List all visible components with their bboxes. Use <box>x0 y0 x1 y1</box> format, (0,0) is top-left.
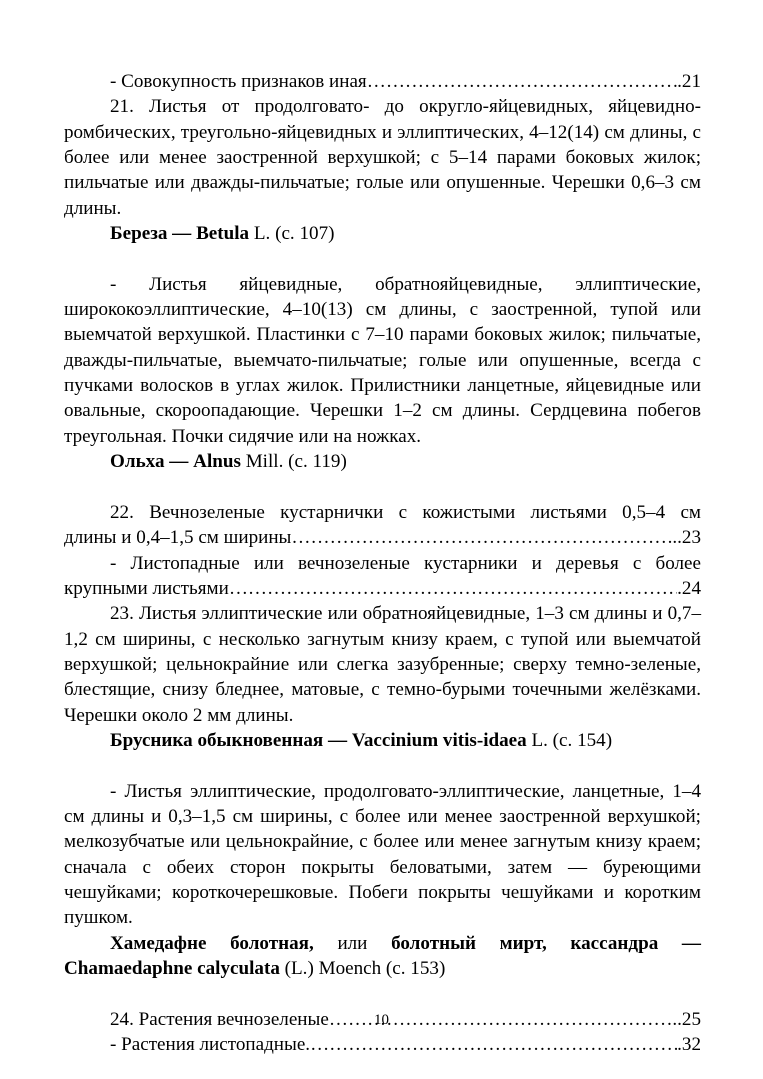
taxon-alnus <box>64 449 701 474</box>
taxon-ru: Ольха — <box>110 451 194 473</box>
taxon-ref: L. (с. 154) <box>526 729 613 751</box>
taxon-ru-alt: болотный мирт, кассандра — <box>391 932 702 954</box>
key-text: - Совокупность признаков иная <box>110 71 367 92</box>
key-paragraph-21b: - Листья яйцевидные, обратнояйцевидные, эллиптические, ширококоэллиптические, 4–10(13) см длины, с заостренной, тупой или выемчатой верхушкой. Пластинки с 7–10 парами боковых жилок; пильчатые, дважды-пильчатые, выемчато-пильчатые; голые или опушенные, всегда с пучками волосков в углах жилок. Прилистники ланцетные, яйцевидные или овальные, скороопадающие. Черешки 1–2 см длины. Сердцевина побегов треугольная. Почки сидячие или на ножках. <box>64 273 701 447</box>
key-paragraph-22b-start: - Листопадные или вечнозеленые кустарники и деревья с более <box>110 552 701 574</box>
taxon-or: или <box>313 932 392 954</box>
key-ref: .32 <box>677 1034 701 1056</box>
taxon-ref: L. (с. 107) <box>249 223 335 245</box>
taxon-ru: Брусника обыкновенная — <box>110 729 352 751</box>
key-text: длины и 0,4–1,5 см ширины <box>64 527 292 549</box>
leader-dots <box>291 525 667 550</box>
spacer <box>64 753 701 778</box>
taxon-chamaedaphne <box>64 931 701 982</box>
leader-dots <box>229 576 677 601</box>
key-ref: ..25 <box>672 1008 701 1030</box>
spacer <box>64 246 701 271</box>
key-text: крупными листьями <box>64 577 229 599</box>
leader-dots <box>367 69 677 94</box>
key-line-22b-end <box>64 576 701 601</box>
key-line-22-end <box>64 525 701 550</box>
leader-dots <box>310 1032 677 1057</box>
spacer <box>64 475 701 500</box>
key-ref: ...23 <box>667 527 701 549</box>
taxon-lat: Chamaedaphne calyculata <box>64 958 280 980</box>
spacer <box>64 981 701 1006</box>
key-ref: .21 <box>677 71 701 92</box>
key-ref: .24 <box>677 577 701 599</box>
page-body <box>64 69 701 1057</box>
key-paragraph-23b: - Листья эллиптические, продолговато-эллиптические, ланцетные, 1–4 см длины и 0,3–1,5 см ширины, с более или менее заостренной верхушкой; мелкозубчатые или цельнокрайние, с более или менее загнутым книзу краем; сначала с обеих сторон покрыты беловатыми, затем — буреющими чешуйками; короткочерешковые. Побеги покрыты чешуйками и коротким пушком. <box>64 780 701 929</box>
taxon-vaccinium <box>64 728 701 753</box>
key-paragraph-21: 21. Листья от продолговато- до округло-яйцевидных, яйцевидно-ромбических, треугольно-яйцевидных и эллиптических, 4–12(14) см длины, с более или менее заостренной верхушкой; с 5–14 парами боковых жилок; пильчатые или дважды-пильчатые; голые или опушенные. Черешки 0,6–3 см длины. <box>64 96 701 219</box>
key-line-20b <box>64 69 701 94</box>
key-line-24b <box>64 1032 701 1057</box>
key-paragraph-22-start: 22. Вечнозеленые кустарнички с кожистыми листьями 0,5–4 см <box>110 501 701 523</box>
key-paragraph-23: 23. Листья эллиптические или обратнояйцевидные, 1–3 см длины и 0,7–1,2 см ширины, с несколько загнутым книзу краем, с тупой или выемчатой верхушкой; цельнокрайние или слегка зазубренные; сверху темно-зеленые, блестящие, снизу бледнее, матовые, с темно-бурыми точечными желёзками. Черешки около 2 мм длины. <box>64 603 701 726</box>
key-text: 24. Растения вечнозеленые <box>110 1008 329 1030</box>
taxon-ru: Хамедафне болотная, <box>110 932 314 954</box>
taxon-ref: Mill. (с. 119) <box>240 451 347 473</box>
key-text: - Растения листопадные. <box>110 1034 311 1056</box>
taxon-ru: Береза — <box>110 223 197 245</box>
taxon-lat: Vaccinium vitis-idaea <box>351 729 527 751</box>
taxon-lat: Betula <box>196 223 250 245</box>
taxon-lat: Alnus <box>193 451 241 473</box>
page-number: 10 <box>374 1012 389 1028</box>
taxon-betula <box>64 221 701 246</box>
taxon-ref: (L.) Moench (с. 153) <box>279 958 446 980</box>
